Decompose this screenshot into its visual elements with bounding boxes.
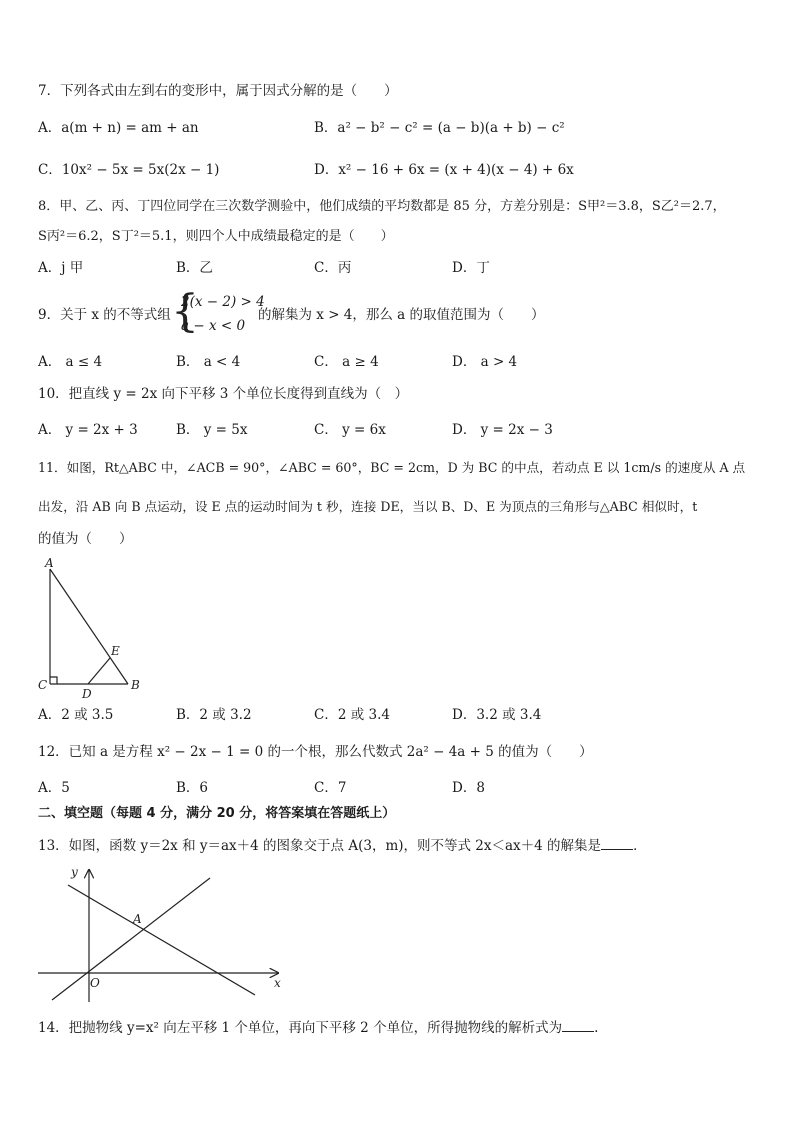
label-point-a: A: [133, 912, 142, 926]
segment-ab: [50, 569, 128, 684]
q9-stem-post: 的解集为 x > 4，那么 a 的取值范围为（ ）: [258, 307, 545, 323]
q9-system-line1: 2(x − 2) > 4: [181, 294, 265, 310]
q10-option-c: C． y = 6x: [314, 422, 386, 438]
q12-stem: 12．已知 a 是方程 x² − 2x − 1 = 0 的一个根，那么代数式 2a² − 4a + 5 的值为（ ）: [38, 744, 593, 760]
q10-option-d: D． y = 2x − 3: [452, 422, 553, 438]
q9-stem-pre: 9．关于 x 的不等式组: [38, 307, 171, 323]
q9-system-line2: a − x < 0: [181, 318, 246, 334]
q14-stem-end: .: [594, 1020, 599, 1036]
label-a: A: [45, 556, 54, 570]
q7-option-c: C．10x² − 5x = 5x(2x − 1): [38, 162, 220, 178]
q7-stem: 7．下列各式由左到右的变形中，属于因式分解的是（ ）: [38, 83, 398, 99]
q12-option-a: A．5: [38, 780, 70, 796]
q9-system-brace: {: [171, 286, 199, 337]
q8-option-b: B．乙: [176, 260, 213, 276]
q11-stem-line1: 11．如图，Rt△ABC 中，∠ACB = 90°，∠ABC = 60°，BC = 2cm，D 为 BC 的中点，若动点 E 以 1cm/s 的速度从 A 点: [38, 460, 746, 475]
label-x-axis: x: [274, 976, 281, 990]
q7-option-d: D．x² − 16 + 6x = (x + 4)(x − 4) + 6x: [314, 162, 574, 178]
q12-option-d: D．8: [452, 780, 485, 796]
q14-stem: [38, 1017, 598, 1038]
q11-triangle-figure: [30, 555, 160, 705]
q8-stem-line1: 8．甲、乙、丙、丁四位同学在三次数学测验中，他们成绩的平均数都是 85 分，方差分别是：S甲²＝3.8，S乙²＝2.7，: [38, 199, 726, 214]
label-d: D: [82, 687, 92, 701]
q9-option-d: D． a > 4: [452, 354, 518, 370]
q12-option-b: B．6: [176, 780, 209, 796]
q8-option-d: D．丁: [452, 260, 490, 276]
q8-option-c: C．丙: [314, 260, 352, 276]
q13-stem-text: 13．如图，函数 y＝2x 和 y＝ax＋4 的图象交于点 A(3，m)，则不等式 2x＜ax＋4 的解集是: [38, 838, 602, 854]
q10-option-a: A． y = 2x + 3: [38, 422, 138, 438]
q7-option-a: A．a(m + n) = am + an: [38, 120, 199, 136]
q9-option-b: B． a < 4: [176, 354, 241, 370]
q13-answer-blank: [601, 835, 633, 850]
q10-option-b: B． y = 5x: [176, 422, 248, 438]
q7-option-b: B．a² − b² − c² = (a − b)(a + b) − c²: [314, 120, 565, 136]
q11-option-c: C．2 或 3.4: [314, 707, 390, 723]
q14-stem-text: 14．把抛物线 y=x² 向左平移 1 个单位，再向下平移 2 个单位，所得抛物线的解析式为: [38, 1020, 563, 1036]
label-c: C: [38, 678, 48, 692]
q13-stem: [38, 835, 647, 856]
q11-stem-line2: 出发，沿 AB 向 B 点运动，设 E 点的运动时间为 t 秒，连接 DE，当以 B、D、E 为顶点的三角形与△ABC 相似时，t: [38, 499, 698, 514]
label-b: B: [131, 678, 140, 692]
q11-option-a: A．2 或 3.5: [38, 707, 114, 723]
q9-option-a: A． a ≤ 4: [38, 354, 103, 370]
q11-option-b: B．2 或 3.2: [176, 707, 252, 723]
segment-de: [88, 658, 110, 684]
q9-option-c: C． a ≥ 4: [314, 354, 379, 370]
q14-answer-blank: [562, 1017, 594, 1032]
line-y-2x: [52, 878, 210, 1000]
right-angle-mark: [50, 677, 57, 684]
q11-option-d: D．3.2 或 3.4: [452, 707, 542, 723]
q8-option-a: A．j 甲: [38, 260, 84, 276]
label-y-axis: y: [71, 865, 78, 879]
q13-stem-end: ．: [633, 838, 647, 854]
q12-option-c: C．7: [314, 780, 347, 796]
section-fill-in-blank-heading: 二、填空题（每题 4 分，满分 20 分，将答案填在答题纸上）: [38, 806, 396, 821]
q10-stem: 10．把直线 y = 2x 向下平移 3 个单位长度得到直线为（ ）: [38, 386, 409, 402]
q13-graph-figure: [30, 860, 300, 1010]
q11-stem-line3: 的值为（ ）: [38, 531, 133, 547]
label-e: E: [111, 644, 120, 658]
q8-stem-line2: S丙²＝6.2，S丁²＝5.1，则四个人中成绩最稳定的是（ ）: [38, 229, 394, 244]
label-origin: O: [90, 976, 100, 990]
